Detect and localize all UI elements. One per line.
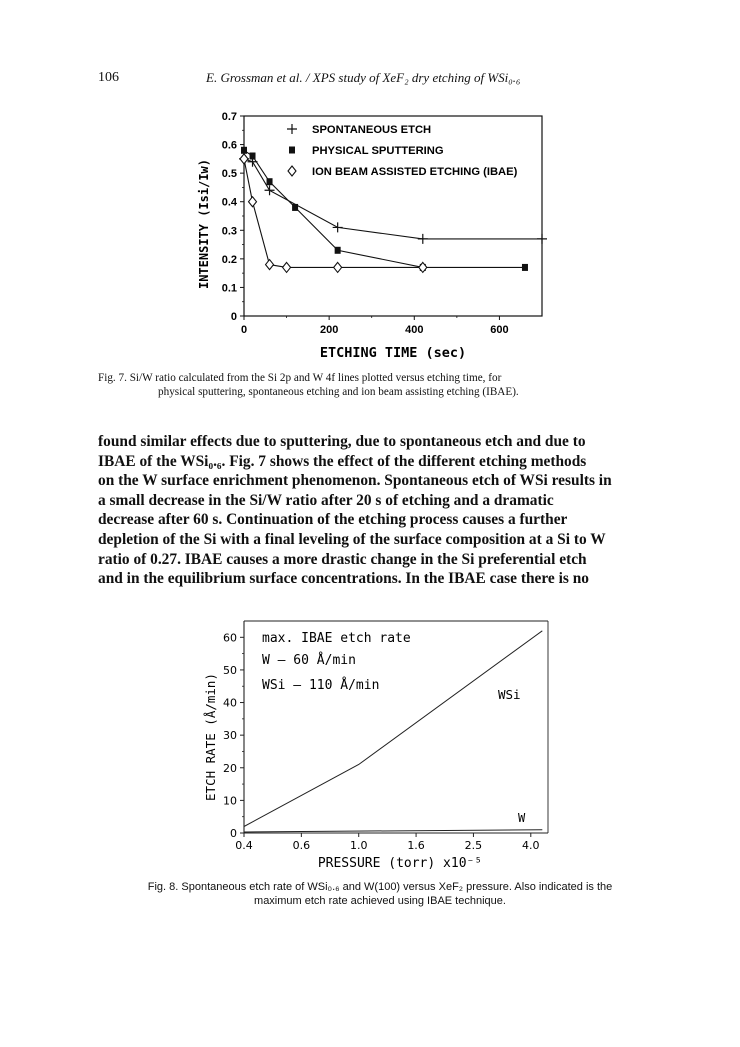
data-point: [250, 153, 256, 160]
y-tick-label: 0.1: [221, 282, 237, 295]
page-number: 106: [98, 70, 119, 85]
figure-8-caption-line-2: maximum etch rate achieved using IBAE technique.: [254, 895, 506, 907]
data-point: [249, 197, 257, 207]
body-line: IBAE of the WSi₀.₆. Fig. 7 shows the effect of the different etching methods: [98, 452, 587, 470]
figure-8-caption: [130, 880, 630, 908]
x-tick-label: 4.0: [522, 839, 540, 852]
y-tick-label: 0.7: [221, 111, 237, 123]
series-line: [244, 830, 542, 832]
figure-7-caption-line-1: Fig. 7. Si/W ratio calculated from the Si 2p and W 4f lines plotted versus etching time, for: [98, 372, 502, 384]
y-tick-label: 50: [223, 663, 237, 677]
data-point: [289, 147, 295, 154]
series-label-w: W: [518, 811, 526, 825]
data-point: [288, 166, 296, 176]
body-line: and in the equilibrium surface concentrations. In the IBAE case there is no: [98, 570, 589, 588]
data-point: [334, 262, 342, 272]
x-axis-label: ETCHING TIME (sec): [319, 345, 467, 361]
figure-8-caption-line-1: Fig. 8. Spontaneous etch rate of WSi₀.₆ and W(100) versus XeF₂ pressure. Also indicated is the: [147, 881, 613, 893]
figure-7-chart: [0, 0, 740, 370]
data-point: [266, 260, 274, 270]
body-line: ratio of 0.27. IBAE causes a more drastic change in the Si preferential etch: [98, 550, 587, 568]
x-axis-label: PRESSURE (torr) x10⁻⁵: [317, 856, 483, 871]
legend-label: SPONTANEOUS ETCH: [312, 124, 432, 136]
y-tick-label: 0.6: [221, 139, 237, 152]
y-axis-label: ETCH RATE (Å/min): [203, 673, 218, 801]
data-point: [283, 262, 291, 272]
annotation-line-w: W – 60 Å/min: [262, 653, 356, 668]
x-tick-label: 400: [405, 324, 424, 336]
body-line: decrease after 60 s. Continuation of the etching process causes a further: [98, 511, 568, 529]
annotation-line-wsi: WSi – 110 Å/min: [262, 678, 380, 693]
x-tick-label: 200: [319, 324, 339, 336]
legend-label: PHYSICAL SPUTTERING: [312, 145, 444, 157]
y-tick-label: 30: [223, 729, 237, 743]
body-line: on the W surface enrichment phenomenon. Spontaneous etch of WSi results in: [98, 472, 612, 490]
series-label-wsi: WSi: [498, 687, 521, 702]
y-tick-label: 60: [223, 631, 237, 645]
body-paragraph: [98, 432, 644, 589]
x-tick-label: 600: [490, 324, 509, 336]
data-point: [240, 154, 248, 164]
data-point: [292, 204, 298, 211]
y-tick-label: 0: [230, 311, 237, 323]
figure-7-caption-line-2: physical sputtering, spontaneous etching and ion beam assisting etching (IBAE).: [158, 386, 519, 398]
y-tick-label: 0: [230, 827, 237, 840]
y-axis-label: INTENSITY (Isi/Iw): [197, 158, 211, 290]
data-point: [287, 124, 297, 134]
data-point: [335, 247, 341, 254]
x-tick-label: 1.6: [407, 839, 425, 852]
body-line: a small decrease in the Si/W ratio after 20 s of etching and a dramatic: [98, 491, 554, 509]
y-tick-label: 0.5: [221, 168, 237, 181]
annotation-title: max. IBAE etch rate: [262, 631, 411, 646]
data-point: [333, 222, 343, 232]
y-tick-label: 10: [223, 794, 237, 808]
y-tick-label: 0.3: [221, 225, 237, 238]
running-title: E. Grossman et al. / XPS study of XeF₂ dry etching of WSi₀.₆: [206, 70, 521, 85]
y-tick-label: 40: [223, 696, 237, 710]
data-point: [522, 264, 528, 271]
legend-label: ION BEAM ASSISTED ETCHING (IBAE): [312, 166, 518, 178]
body-line: depletion of the Si with a final leveling of the surface composition at a Si to W: [98, 530, 606, 548]
x-tick-label: 0.6: [292, 839, 311, 852]
series-line: [244, 631, 542, 827]
data-point: [265, 185, 275, 195]
y-tick-label: 20: [223, 761, 237, 775]
x-tick-label: 1.0: [349, 839, 368, 852]
body-line: found similar effects due to sputtering, due to spontaneous etch and due to: [98, 433, 586, 450]
figure-7-caption: [98, 371, 646, 399]
y-tick-label: 0.2: [221, 253, 237, 266]
data-point: [241, 147, 247, 154]
x-tick-label: 2.5: [464, 839, 483, 852]
data-point: [537, 234, 547, 244]
data-point: [418, 234, 428, 244]
y-tick-label: 0.4: [221, 196, 237, 209]
x-tick-label: 0: [240, 324, 248, 336]
x-tick-label: 0.4: [235, 839, 253, 852]
data-point: [267, 178, 273, 185]
